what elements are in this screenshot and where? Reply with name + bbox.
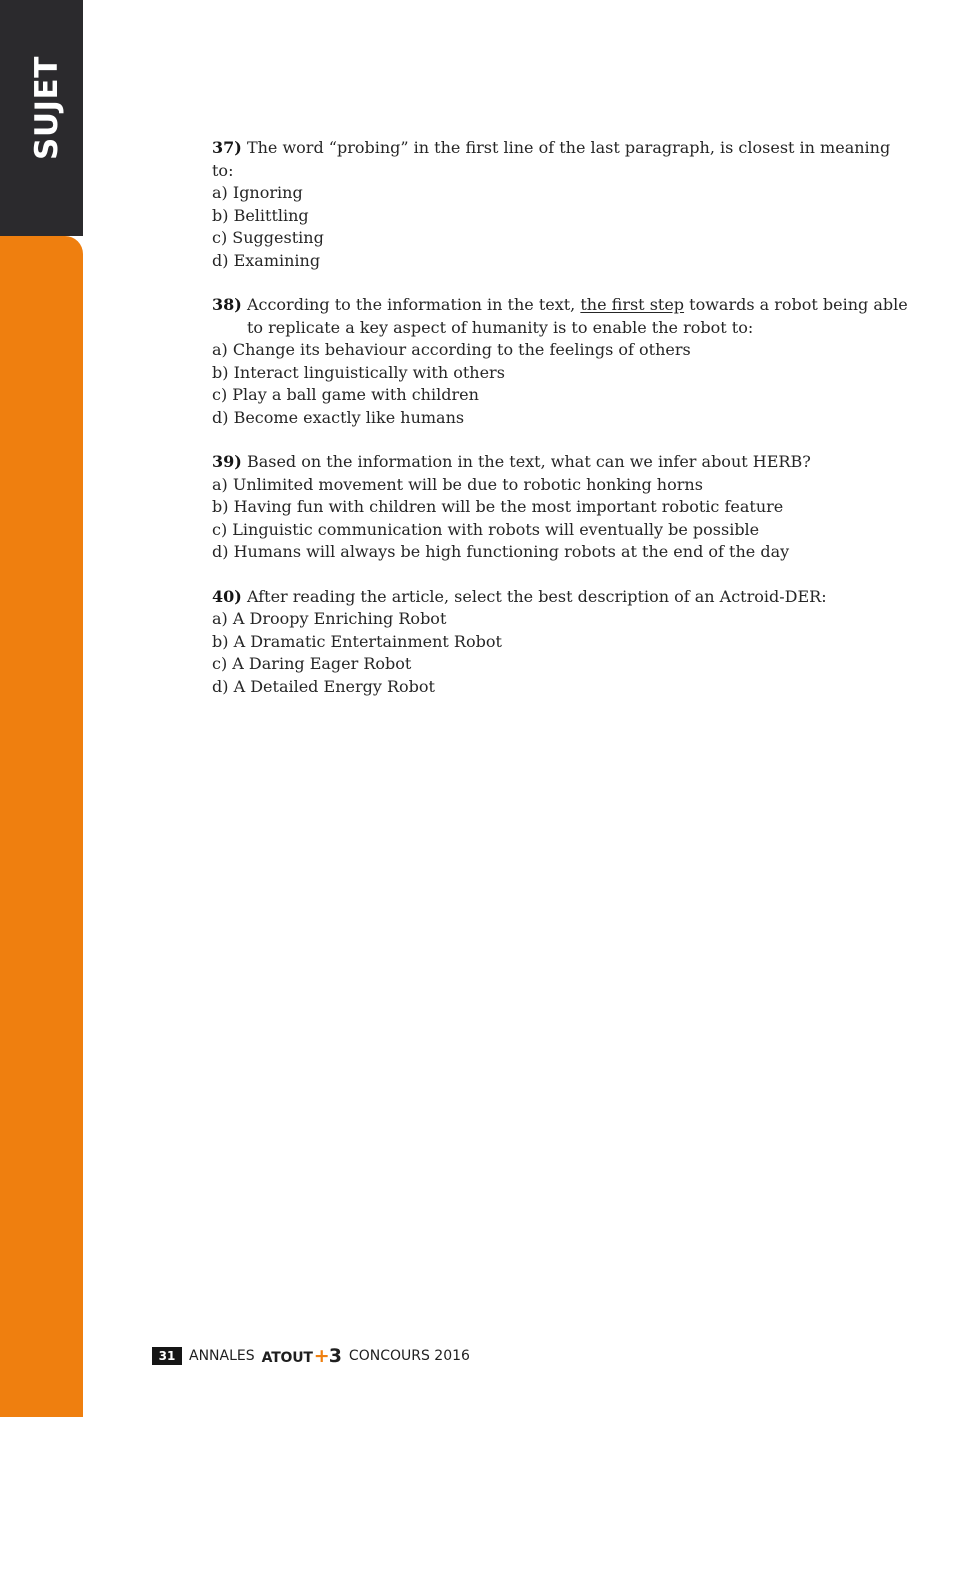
answer-option: b) Belittling bbox=[212, 205, 309, 225]
question-content bbox=[212, 137, 912, 698]
answer-option: c) A Daring Eager Robot bbox=[212, 654, 412, 673]
underlined-phrase: the first step bbox=[580, 295, 685, 314]
sidebar-anglais-label: ANGLAIS bbox=[29, 1439, 65, 1596]
sidebar-sujet-label: SUJET bbox=[29, 56, 65, 160]
atout-logo bbox=[262, 1345, 342, 1367]
question-39 bbox=[212, 451, 912, 564]
answer-option: a) A Droopy Enriching Robot bbox=[212, 609, 447, 628]
sidebar-orange-section bbox=[0, 236, 83, 1596]
question-number: 38) bbox=[212, 295, 242, 314]
answer-option: c) Linguistic communication with robots will eventually be possible bbox=[212, 519, 760, 539]
question-40-prompt bbox=[212, 586, 912, 609]
answer-option: d) Examining bbox=[212, 250, 321, 270]
answer-option: b) A Dramatic Entertainment Robot bbox=[212, 631, 502, 651]
page-footer bbox=[152, 1346, 470, 1366]
question-text-suffix: towards a robot being able bbox=[689, 295, 908, 314]
answer-option: a) Change its behaviour according to the feelings of others bbox=[212, 340, 691, 359]
footer-annales-text: ANNALES bbox=[189, 1348, 255, 1364]
question-number: 37) bbox=[212, 138, 242, 157]
plus-icon: + bbox=[313, 1345, 330, 1367]
question-37 bbox=[212, 137, 912, 272]
question-text: After reading the article, select the best description of an Actroid-DER: bbox=[246, 586, 827, 606]
answer-option: b) Having fun with children will be the most important robotic feature bbox=[212, 497, 784, 516]
question-text-prefix: According to the information in the text, bbox=[246, 295, 576, 314]
answer-option: c) Suggesting bbox=[212, 228, 324, 247]
page-number-badge: 31 bbox=[152, 1347, 182, 1365]
answer-option: d) A Detailed Energy Robot bbox=[212, 676, 435, 696]
question-number: 39) bbox=[212, 452, 242, 471]
question-38-prompt bbox=[212, 294, 912, 339]
question-39-prompt bbox=[212, 451, 912, 474]
answer-option: d) Humans will always be high functioning robots at the end of the day bbox=[212, 542, 790, 561]
brand-three-text: 3 bbox=[328, 1345, 342, 1367]
question-text: The word “probing” in the first line of the last paragraph, is closest in meaning to: bbox=[212, 138, 891, 180]
answer-option: a) Unlimited movement will be due to robotic honking horns bbox=[212, 474, 703, 494]
question-number: 40) bbox=[212, 586, 242, 606]
sidebar-dark-section bbox=[0, 0, 83, 236]
footer-concours-text: CONCOURS 2016 bbox=[348, 1348, 470, 1364]
atout-brand-text: ATOUT bbox=[261, 1350, 313, 1366]
question-37-prompt bbox=[212, 137, 912, 182]
question-text: Based on the information in the text, what can we infer about HERB? bbox=[246, 452, 811, 471]
answer-option: c) Play a ball game with children bbox=[212, 385, 479, 404]
question-38 bbox=[212, 294, 912, 429]
answer-option: b) Interact linguistically with others bbox=[212, 362, 505, 382]
question-40 bbox=[212, 586, 912, 699]
question-text-continued: to replicate a key aspect of humanity is to enable the robot to: bbox=[247, 317, 754, 337]
answer-option: d) Become exactly like humans bbox=[212, 407, 465, 427]
answer-option: a) Ignoring bbox=[212, 183, 303, 202]
